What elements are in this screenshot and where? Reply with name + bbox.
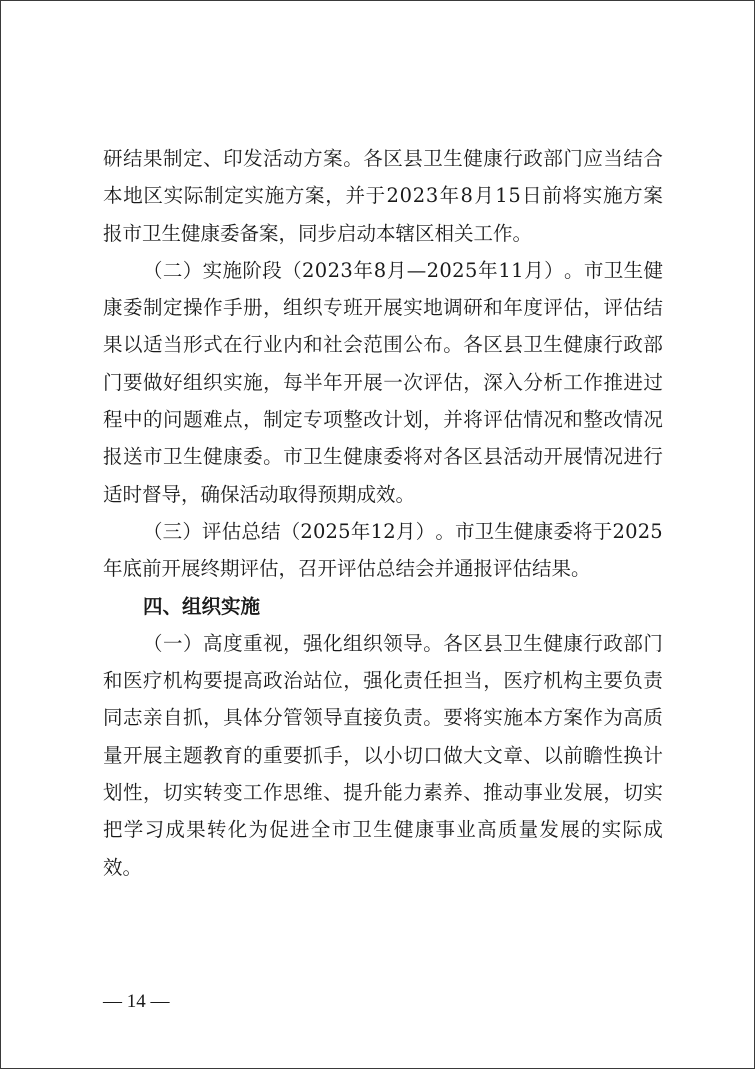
page-number: — 14 — — [103, 991, 170, 1012]
text-line: 康 委 制 定 操 作 手 册 ， 组 织 专 班 开 展 实 地 调 研 和 年 度 评 估 ， 评 估 结 — [103, 296, 663, 320]
text-line: 量 开 展 主 题 教 育 的 重 要 抓 手 ， 以 小 切 口 做 大 文 章 、 以 前 瞻 性 换 计 — [103, 743, 663, 767]
text-line: 和 医 疗 机 构 要 提 高 政 治 站 位 ， 强 化 责 任 担 当 ， 医 疗 机 构 主 要 负 责 — [103, 669, 663, 693]
text-line: 门 要 做 好 组 织 实 施 ， 每 半 年 开 展 一 次 评 估 ， 深 入 分 析 工 作 推 进 过 — [103, 370, 663, 394]
text-line: （ 三 ） 评 估 总 结 （ 2 0 2 5 年 1 2 月 ） 。 市 卫 生 健 康 委 将 于 2 0 2 5 — [143, 519, 663, 543]
text-line: 果 以 适 当 形 式 在 行 业 内 和 社 会 范 围 公 布 。 各 区 县 卫 生 健 康 行 政 部 — [103, 333, 663, 357]
text-line: 年底前开展终期评估，召开评估总结会并通报评估结果。 — [103, 557, 591, 581]
document-body — [103, 140, 663, 886]
text-line: 划 性 ， 切 实 转 变 工 作 思 维 、 提 升 能 力 素 养 、 推 动 事 业 发 展 ， 切 实 — [103, 781, 663, 805]
text-line: （ 一 ） 高 度 重 视 ， 强 化 组 织 领 导 。 各 区 县 卫 生 健 康 行 政 部 门 — [143, 631, 663, 655]
text-line: 效。 — [103, 855, 143, 879]
text-line: 研 结 果 制 定 、 印 发 活 动 方 案 。 各 区 县 卫 生 健 康 行 政 部 门 应 当 结 合 — [103, 147, 663, 170]
text-line: 程 中 的 问 题 难 点 ， 制 定 专 项 整 改 计 划 ， 并 将 评 估 情 况 和 整 改 情 况 — [103, 408, 663, 432]
text-line: 把 学 习 成 果 转 化 为 促 进 全 市 卫 生 健 康 事 业 高 质 量 发 展 的 实 际 成 — [103, 818, 663, 842]
text-line: 适时督导，确保活动取得预期成效。 — [103, 482, 416, 506]
section-heading: 四、组织实施 — [143, 594, 261, 618]
text-line: 报市卫生健康委备案，同步启动本辖区相关工作。 — [103, 221, 533, 245]
text-line: 报 送 市 卫 生 健 康 委 。 市 卫 生 健 康 委 将 对 各 区 县 活 动 开 展 情 况 进 行 — [103, 445, 663, 469]
text-line: 同 志 亲 自 抓 ， 具 体 分 管 领 导 直 接 负 责 。 要 将 实 施 本 方 案 作 为 高 质 — [103, 706, 663, 730]
text-line: 本 地 区 实 际 制 定 实 施 方 案 ， 并 于 2 0 2 3 年 8 月 1 5 日 前 将 实 施 方 案 — [103, 184, 663, 208]
text-line: （ 二 ） 实 施 阶 段 （ 2 0 2 3 年 8 月 — 2 0 2 5 年 1 1 月 ） 。 市 卫 生 健 — [143, 258, 663, 282]
